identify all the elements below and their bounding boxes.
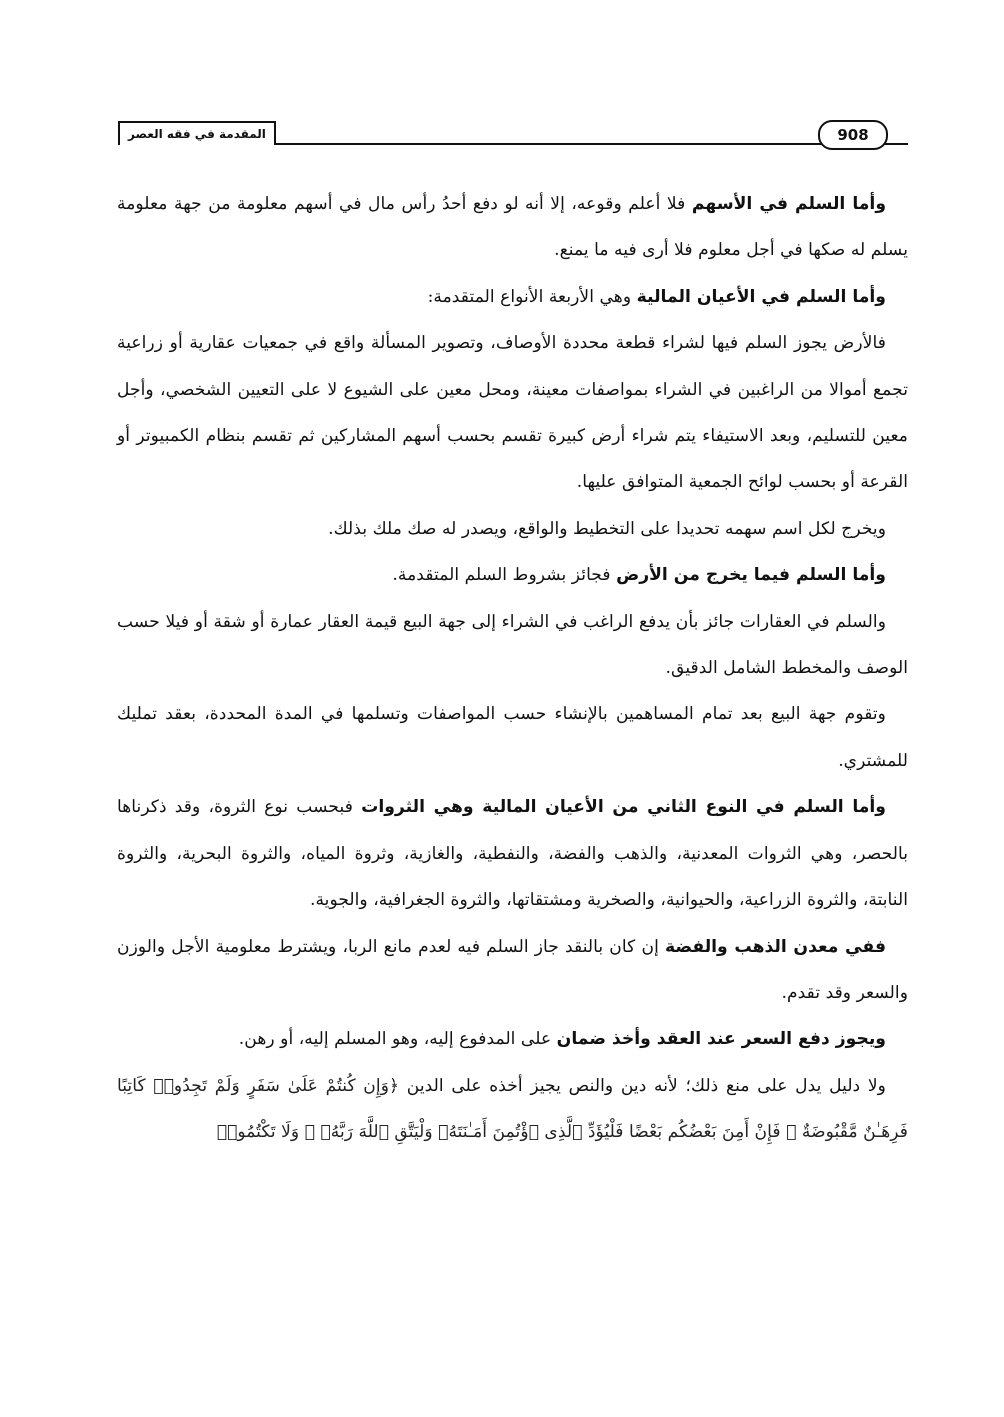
paragraph	[117, 552, 908, 598]
paragraph-text: فبحسب نوع الثروة، وقد ذكرناها بالحصر، وهي الثروات المعدنية، والذهب والفضة، والنفطية، والغازية، وثروة المياه، والثروة البحرية، والثروة النابتة، والثروة الزراعية، والحيوانية، والصخرية ومشتقاتها، والثروة الجغرافية، والجوية.	[117, 797, 908, 911]
paragraph	[117, 181, 908, 274]
heading-phrase: وأما السلم في الأسهم	[691, 194, 886, 214]
heading-phrase: وأما السلم في النوع الثاني من الأعيان المالية وهي الثروات	[361, 797, 886, 818]
heading-phrase: وأما السلم في الأعيان المالية	[636, 286, 886, 307]
quran-verse: وَإِن كُنتُمْ عَلَىٰ سَفَرٍ وَلَمْ تَجِدُوا۟ كَاتِبًا فَرِهَـٰنٌ مَّقْبُوضَةٌ ۖ فَإِنْ أَمِنَ بَعْضُكُم بَعْضًا فَلْيُؤَدِّ ٱلَّذِى ٱؤْتُمِنَ أَمَـٰنَتَهُۥ وَلْيَتَّقِ ٱللَّهَ رَبَّهُۥ ۗ وَلَا تَكْتُمُوا۟	[117, 1075, 908, 1143]
paragraph	[117, 691, 908, 784]
paragraph-text: فجائز بشروط السلم المتقدمة.	[392, 565, 617, 586]
paragraph	[117, 924, 908, 1017]
page-number: 908	[818, 120, 888, 150]
paragraph-text: فالأرض يجوز السلم فيها لشراء قطعة محددة الأوصاف، وتصوير المسألة واقع في جمعيات عقارية أو زراعية تجمع أموالا من الراغبين في الشراء بمواصفات معينة، ومحل معين على الشيوع لا على التعيين الشخصي، وأجل معين للتسليم، وبعد الاستيفاء يتم شراء أرض كبيرة تقسم بحسب أسهم المشاركين ثم تقسم بنظام الكمبيوتر أو القرعة أو بحسب لوائح الجمعية المتوافق عليها.	[117, 333, 908, 493]
page-header	[118, 118, 908, 148]
paragraph-text: على المدفوع إليه، وهو المسلم إليه، أو رهن.	[238, 1029, 557, 1050]
paragraph	[117, 1016, 908, 1062]
paragraph-text: ويخرج لكل اسم سهمه تحديدا على التخطيط والواقع، ويصدر له صك ملك بذلك.	[328, 518, 886, 539]
heading-phrase: ويجوز دفع السعر عند العقد وأخذ ضمان	[556, 1029, 886, 1050]
paragraph	[117, 506, 908, 552]
quran-open-brace: ﴿	[389, 1075, 400, 1096]
paragraph-text: وهي الأربعة الأنواع المتقدمة:	[427, 286, 637, 307]
paragraph	[117, 784, 908, 923]
book-title: المقدمة في فقه العصر	[118, 121, 276, 145]
heading-phrase: وأما السلم فيما يخرج من الأرض	[616, 565, 886, 586]
paragraph	[117, 320, 908, 506]
paragraph-with-quran-verse	[117, 1063, 908, 1156]
heading-phrase: ففي معدن الذهب والفضة	[664, 936, 886, 957]
paragraph-text: ولا دليل يدل على منع ذلك؛ لأنه دين والنص يجيز أخذه على الدين	[399, 1075, 886, 1096]
paragraph	[117, 274, 908, 320]
paragraph	[117, 599, 908, 692]
paragraph-text: وتقوم جهة البيع بعد تمام المساهمين بالإنشاء حسب المواصفات وتسلمها في المدة المحددة، بعقد تمليك للمشتري.	[117, 704, 908, 771]
paragraph-text: فلا أعلم وقوعه، إلا أنه لو دفع أحدُ رأس مال في أسهم معلومة من جهة معلومة يسلم له صكها في أجل معلوم فلا أرى فيه ما يمنع.	[117, 194, 908, 261]
paragraph-text: إن كان بالنقد جاز السلم فيه لعدم مانع الربا، ويشترط معلومية الأجل والوزن والسعر وقد تقدم.	[117, 936, 908, 1003]
paragraph-text: والسلم في العقارات جائز بأن يدفع الراغب في الشراء إلى جهة البيع قيمة العقار عمارة أو شقة أو فيلا حسب الوصف والمخطط الشامل الدقيق.	[117, 611, 908, 679]
page-body	[117, 181, 908, 1156]
